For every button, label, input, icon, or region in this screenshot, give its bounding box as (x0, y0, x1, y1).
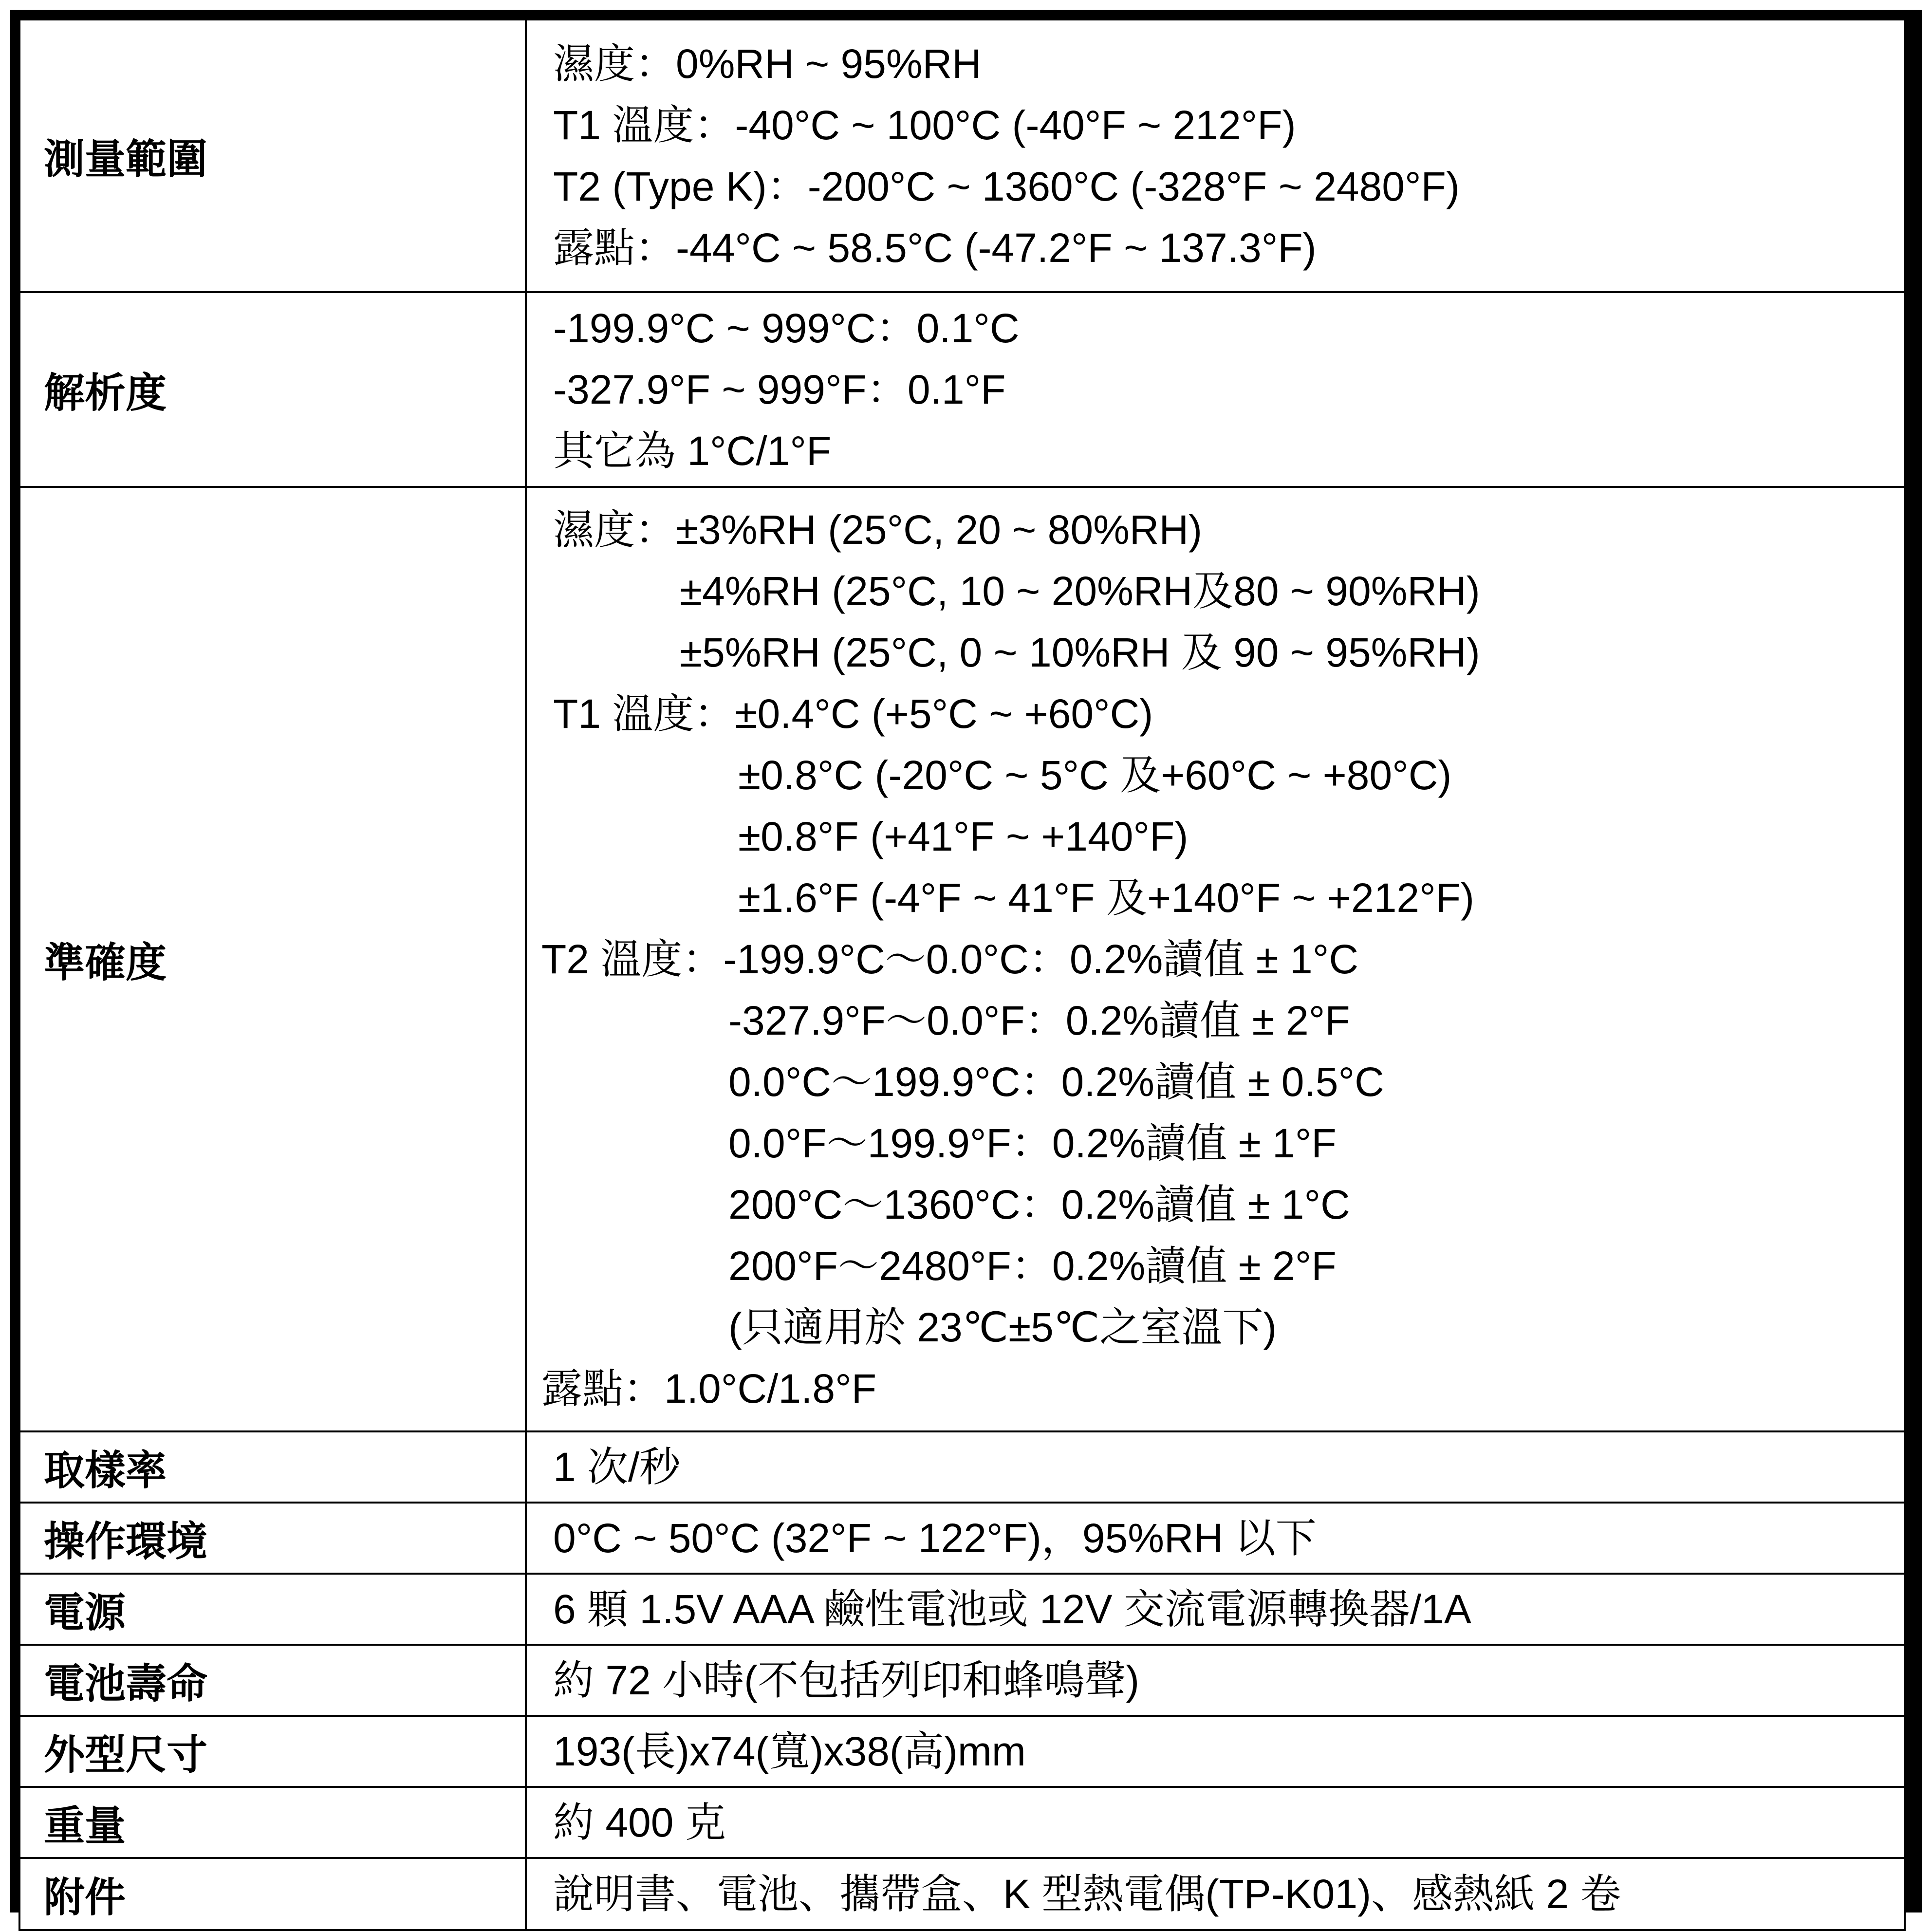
spec-label: 附件 (19, 1858, 526, 1930)
spec-value (526, 1503, 1905, 1574)
spec-value (526, 1858, 1905, 1930)
spec-value (526, 1645, 1905, 1716)
spec-row-operating-env (19, 1503, 1905, 1574)
spec-label: 重量 (19, 1787, 526, 1858)
spec-line: T1 溫度：-40°C ~ 100°C (-40°F ~ 212°F) (553, 102, 1296, 148)
spec-line: 200°C～1360°C：0.2%讀值 ± 1°C (728, 1182, 1350, 1227)
spec-row-accessories (19, 1858, 1905, 1930)
spec-line: -327.9°F～0.0°F：0.2%讀值 ± 2°F (728, 998, 1350, 1043)
spec-line: 0.0°C～199.9°C：0.2%讀值 ± 0.5°C (728, 1059, 1384, 1105)
spec-label: 測量範圍 (19, 19, 526, 292)
spec-label: 取樣率 (19, 1431, 526, 1503)
spec-line: 約 72 小時(不包括列印和蜂鳴聲) (553, 1657, 1140, 1703)
spec-line: -327.9°F ~ 999°F：0.1°F (553, 367, 1006, 412)
spec-line: 6 顆 1.5V AAA 鹼性電池或 12V 交流電源轉換器/1A (553, 1586, 1471, 1632)
spec-row-battery-life (19, 1645, 1905, 1716)
spec-row-weight (19, 1787, 1905, 1858)
spec-line: (只適用於 23℃±5℃之室溫下) (728, 1304, 1277, 1350)
spec-line: 1 次/秒 (553, 1444, 681, 1490)
spec-row-range (19, 19, 1905, 292)
spec-value (526, 19, 1905, 292)
spec-line: 其它為 1°C/1°F (553, 428, 832, 474)
spec-row-accuracy (19, 487, 1905, 1431)
spec-line: -199.9°C ~ 999°C：0.1°C (553, 305, 1020, 351)
spec-row-sample-rate (19, 1431, 1905, 1503)
spec-line: 說明書、電池、攜帶盒、K 型熱電偶(TP-K01)、感熱紙 2 卷 (553, 1871, 1621, 1917)
spec-value (526, 1716, 1905, 1787)
spec-row-dimensions (19, 1716, 1905, 1787)
spec-table (19, 19, 1906, 1931)
spec-line: ±5%RH (25°C, 0 ~ 10%RH 及 90 ~ 95%RH) (680, 630, 1480, 675)
spec-line: T2 溫度：-199.9°C～0.0°C：0.2%讀值 ± 1°C (541, 936, 1359, 982)
spec-label: 解析度 (19, 292, 526, 487)
spec-line: ±0.8°C (-20°C ~ 5°C 及+60°C ~ +80°C) (738, 752, 1452, 798)
spec-label: 電源 (19, 1574, 526, 1645)
spec-line: 露點：-44°C ~ 58.5°C (-47.2°F ~ 137.3°F) (553, 225, 1317, 271)
spec-value (526, 487, 1905, 1431)
spec-value (526, 1574, 1905, 1645)
spec-line: ±0.8°F (+41°F ~ +140°F) (738, 814, 1189, 859)
spec-line: 約 400 克 (553, 1800, 726, 1845)
spec-line: ±1.6°F (-4°F ~ 41°F 及+140°F ~ +212°F) (738, 875, 1475, 921)
spec-line: T2 (Type K)：-200°C ~ 1360°C (-328°F ~ 2480°F) (553, 164, 1460, 209)
spec-label: 電池壽命 (19, 1645, 526, 1716)
spec-line: T1 溫度：±0.4°C (+5°C ~ +60°C) (553, 691, 1153, 737)
spec-line: 濕度：0%RH ~ 95%RH (553, 41, 982, 87)
spec-label: 操作環境 (19, 1503, 526, 1574)
spec-row-power (19, 1574, 1905, 1645)
spec-line: 193(長)x74(寬)x38(高)mm (553, 1728, 1026, 1774)
spec-label: 準確度 (19, 487, 526, 1431)
spec-line: 露點：1.0°C/1.8°F (541, 1366, 877, 1411)
spec-line: 濕度：±3%RH (25°C, 20 ~ 80%RH) (553, 507, 1203, 553)
spec-line: 0°C ~ 50°C (32°F ~ 122°F)，95%RH 以下 (553, 1515, 1317, 1561)
spec-value (526, 1787, 1905, 1858)
spec-label: 外型尺寸 (19, 1716, 526, 1787)
spec-line: 200°F～2480°F：0.2%讀值 ± 2°F (728, 1243, 1337, 1289)
spec-value (526, 1431, 1905, 1503)
spec-value (526, 292, 1905, 487)
spec-row-resolution (19, 292, 1905, 487)
spec-line: 0.0°F～199.9°F：0.2%讀值 ± 1°F (728, 1120, 1337, 1166)
spec-line: ±4%RH (25°C, 10 ~ 20%RH及80 ~ 90%RH) (680, 568, 1480, 614)
